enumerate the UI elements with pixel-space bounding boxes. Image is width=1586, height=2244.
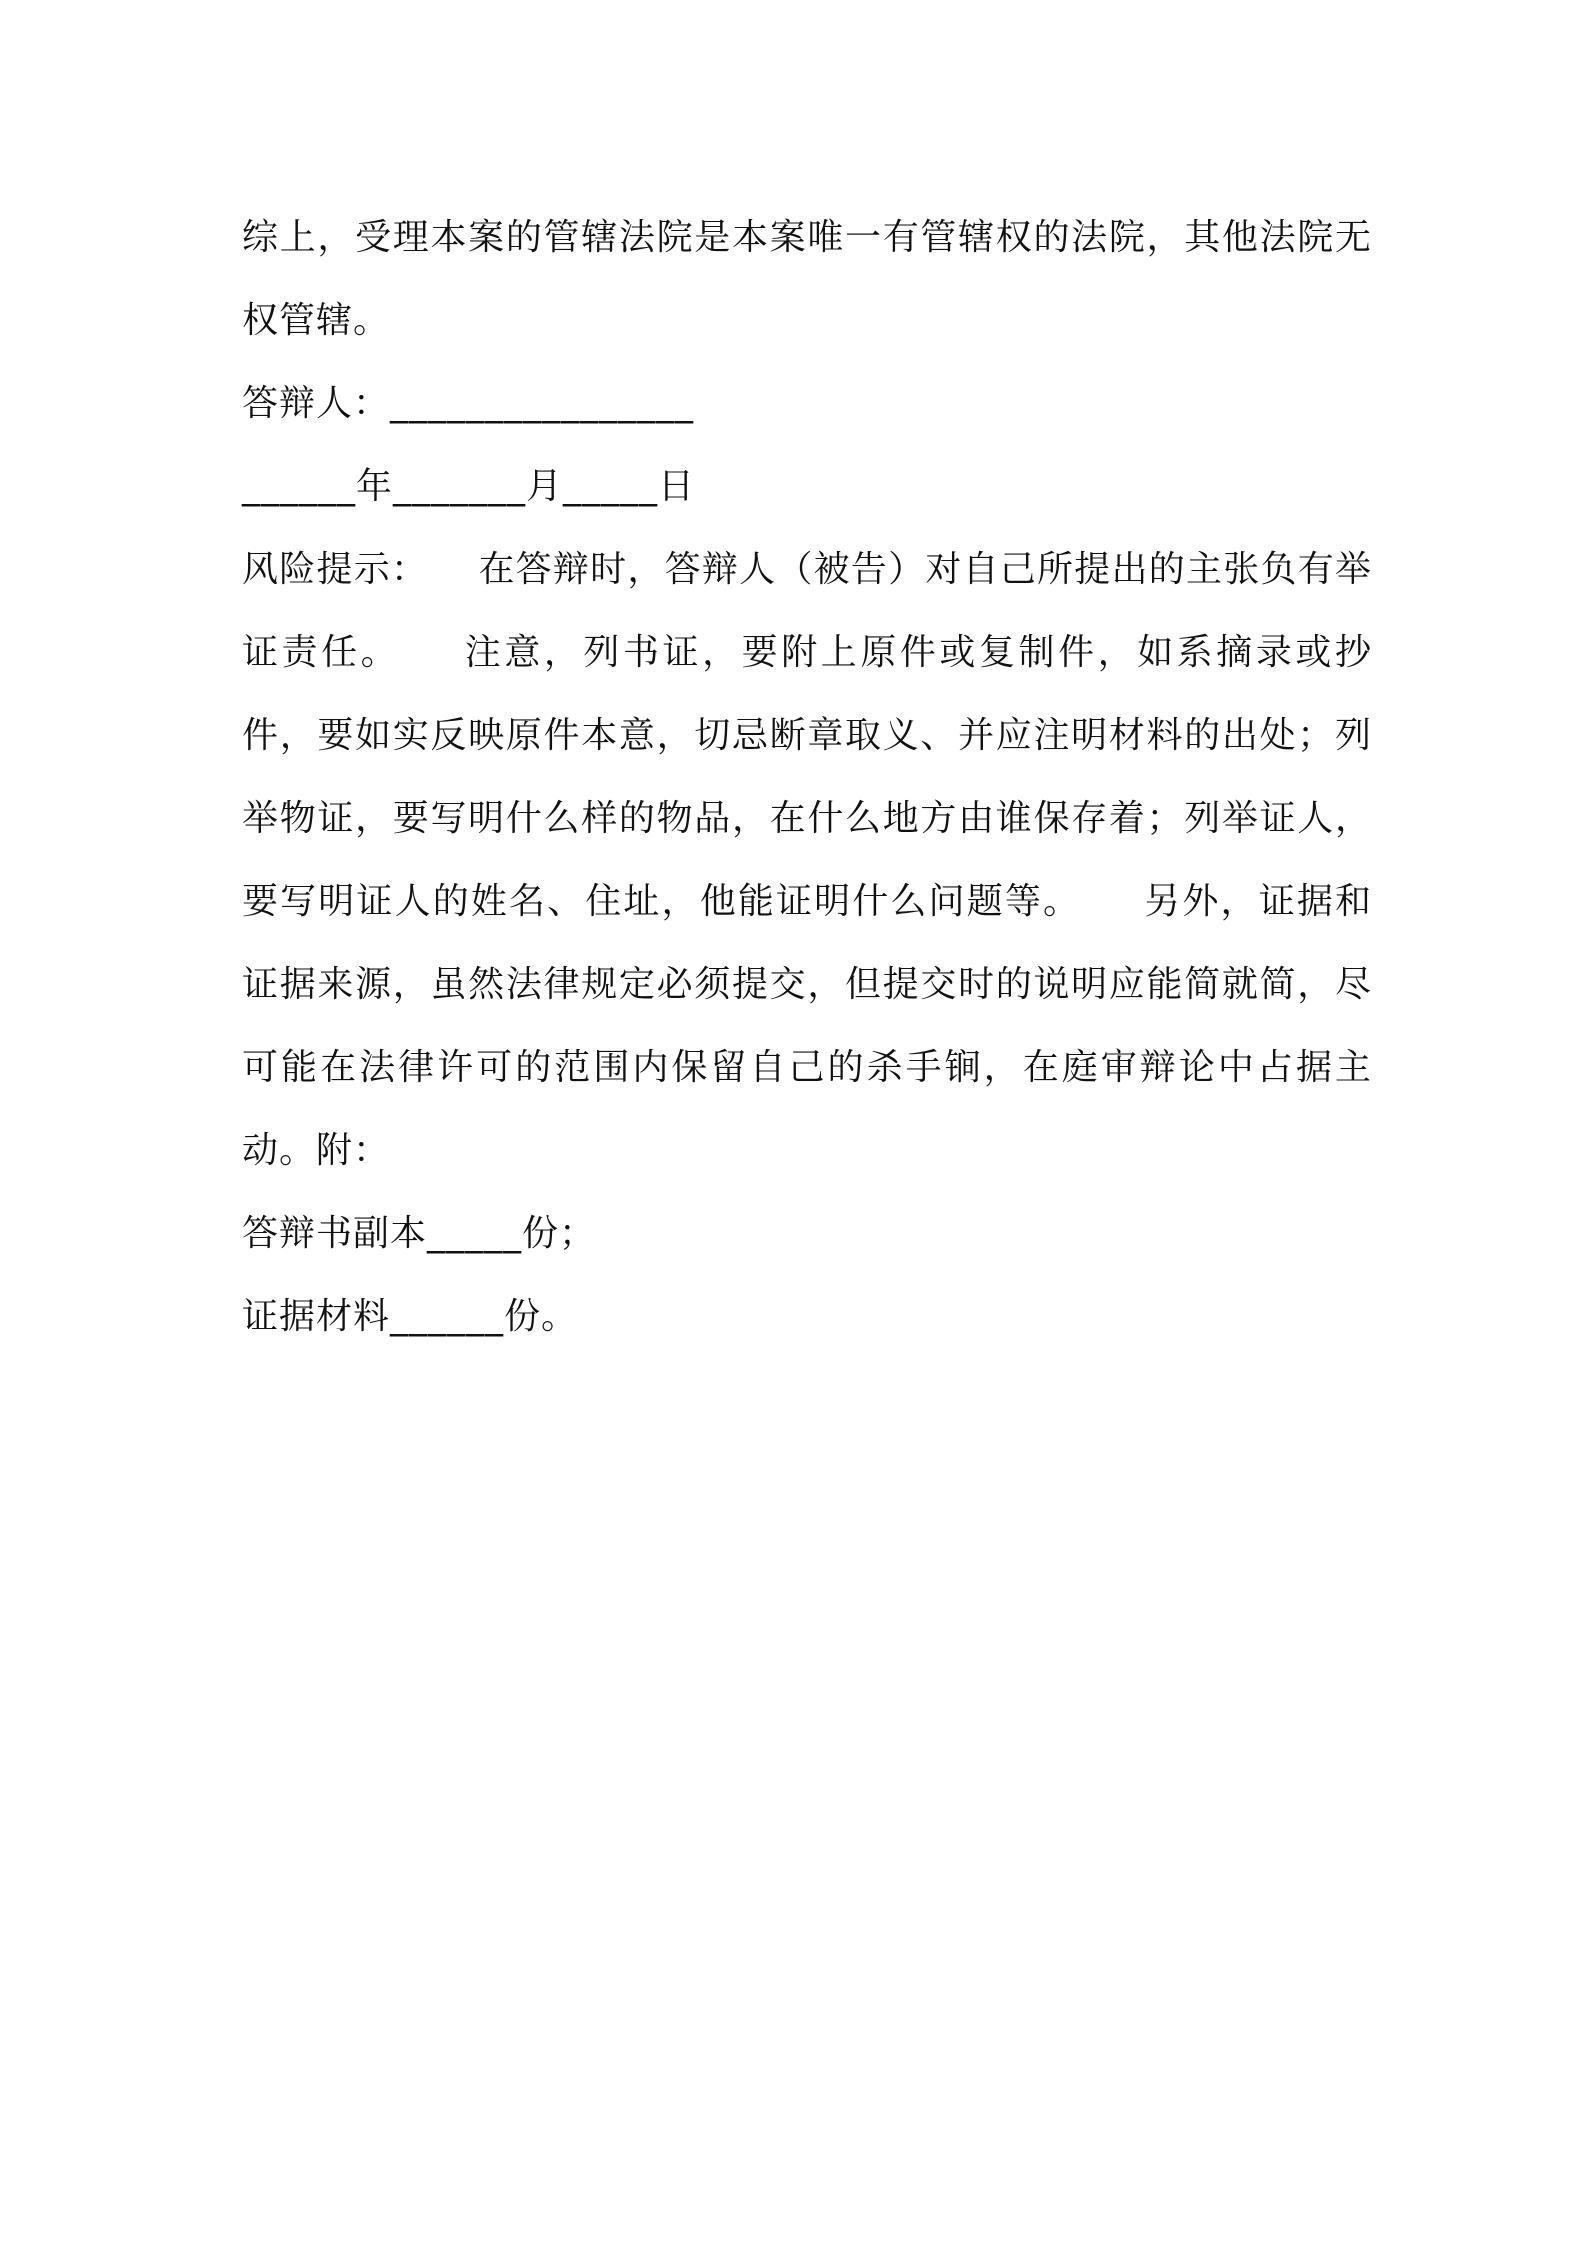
document-body bbox=[242, 196, 1372, 1358]
attachment-evidence-line: 证据材料______份。 bbox=[242, 1296, 579, 1337]
risk-notice-label: 风险提示： bbox=[242, 549, 429, 590]
attachment-copies-line: 答辩书副本_____份； bbox=[242, 1213, 597, 1254]
risk-notice-paragraph bbox=[242, 528, 1372, 1192]
conclusion-paragraph: 综上，受理本案的管辖法院是本案唯一有管辖权的法院，其他法院无权管辖。 bbox=[242, 217, 1372, 341]
risk-notice-text-2: 注意，列书证，要附上原件或复制件，如系摘录或抄件，要如实反映原件本意，切忌断章取义、并应注明材料的出处；列举物证，要写明什么样的物品，在什么地方由谁保存着；列举证人，要写明证人的姓名、住址，他能证明什么问题等。 bbox=[242, 632, 1372, 922]
risk-notice-text-1: 在答辩时，答辩人（被告）对自己所提出的主张负有举证责任。 bbox=[242, 549, 1372, 673]
respondent-signature-line: 答辩人：________________ bbox=[242, 383, 695, 424]
risk-notice-text-3: 另外，证据和证据来源，虽然法律规定必须提交，但提交时的说明应能简就简，尽可能在法律许可的范围内保留自己的杀手锏，在庭审辩论中占据主动。附： bbox=[242, 881, 1372, 1171]
date-line: ______年_______月_____日 bbox=[242, 466, 695, 507]
